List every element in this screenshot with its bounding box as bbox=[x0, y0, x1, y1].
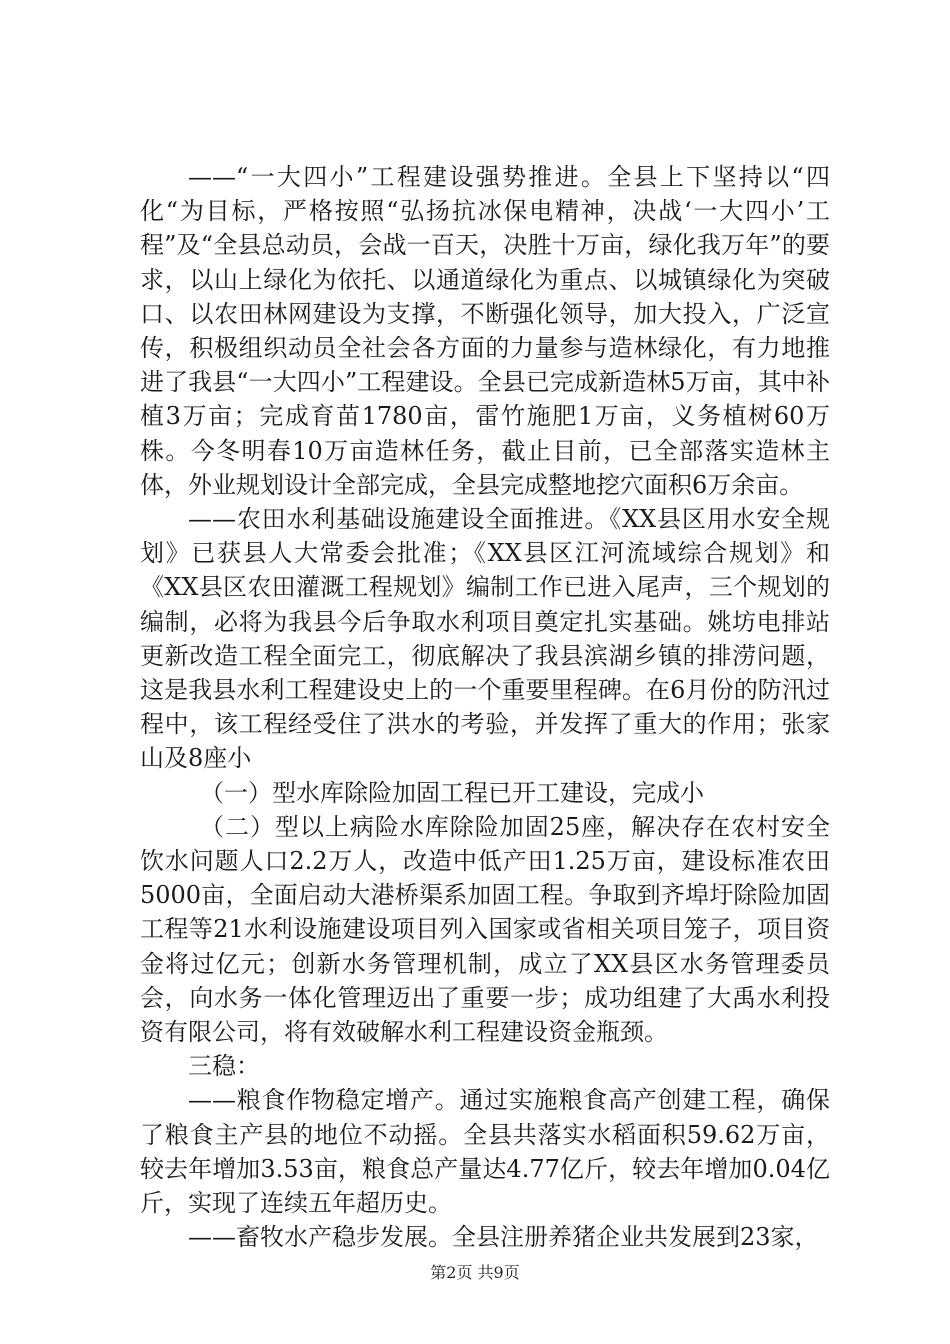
paragraph-reservoir-type-two: （二）型以上病险水库除险加固25座，解决存在农村安全饮水问题人口2.2万人，改造中低产田1.25万亩，建设标准农田5000亩，全面启动大港桥渠系加固工程。争取到齐埠圩除险加固工程等21水利设施建设项目列入国家或省相关项目笼子，项目资金将过亿元；创新水务管理机制，成立了XX县区水务管理委员会，向水务一体化管理迈出了重要一步；成功组建了大禹水利投资有限公司，将有效破解水利工程建设资金瓶颈。 bbox=[140, 812, 830, 1047]
page-footer: 第2页 共9页 bbox=[430, 1263, 520, 1282]
paragraph-afforestation-project: ——“一大四小”工程建设强势推进。全县上下坚持以“四化“为目标，严格按照“弘扬抗冰保电精神，决战‘一大四小’工程”及“全县总动员，会战一百天，决胜十万亩，绿化我万年”的要求，以山上绿化为依托、以通道绿化为重点、以城镇绿化为突破口、以农田林网建设为支撑，不断强化领导，加大投入，广泛宣传，积极组织动员全社会各方面的力量参与造林绿化，有力地推进了我县“一大四小”工程建设。全县已完成新造林5万亩，其中补植3万亩；完成育苗1780亩，雷竹施肥1万亩，义务植树60万株。今冬明春10万亩造林任务，截止目前，已全部落实造林主体，外业规划设计全部完成，全县完成整地挖穴面积6万余亩。 bbox=[140, 163, 830, 499]
document-body bbox=[140, 160, 830, 1255]
paragraph-water-conservancy: ——农田水利基础设施建设全面推进。《XX县区用水安全规划》已获县人大常委会批准；《XX县区江河流域综合规划》和《XX县区农田灌溉工程规划》编制工作已进入尾声，三个规划的编制，必将为我县今后争取水利项目奠定扎实基础。姚坊电排站更新改造工程全面完工，彻底解决了我县滨湖乡镇的排涝问题，这是我县水利工程建设史上的一个重要里程碑。在6月份的防汛过程中，该工程经受住了洪水的考验，并发挥了重大的作用；张家山及8座小 bbox=[140, 505, 830, 773]
section-heading-three-stable: 三稳： bbox=[188, 1052, 260, 1081]
paragraph-livestock-aquaculture: ——畜牧水产稳步发展。全县注册养猪企业共发展到23家， bbox=[188, 1223, 819, 1252]
paragraph-grain-production: ——粮食作物稳定增产。通过实施粮食高产创建工程，确保了粮食主产县的地位不动摇。全县共落实水稻面积59.62万亩，较去年增加3.53亩，粮食总产量达4.77亿斤，较去年增加0.04亿斤，实现了连续五年超历史。 bbox=[140, 1086, 830, 1218]
paragraph-reservoir-type-one: （一）型水库除险加固工程已开工建设，完成小 bbox=[200, 778, 704, 807]
